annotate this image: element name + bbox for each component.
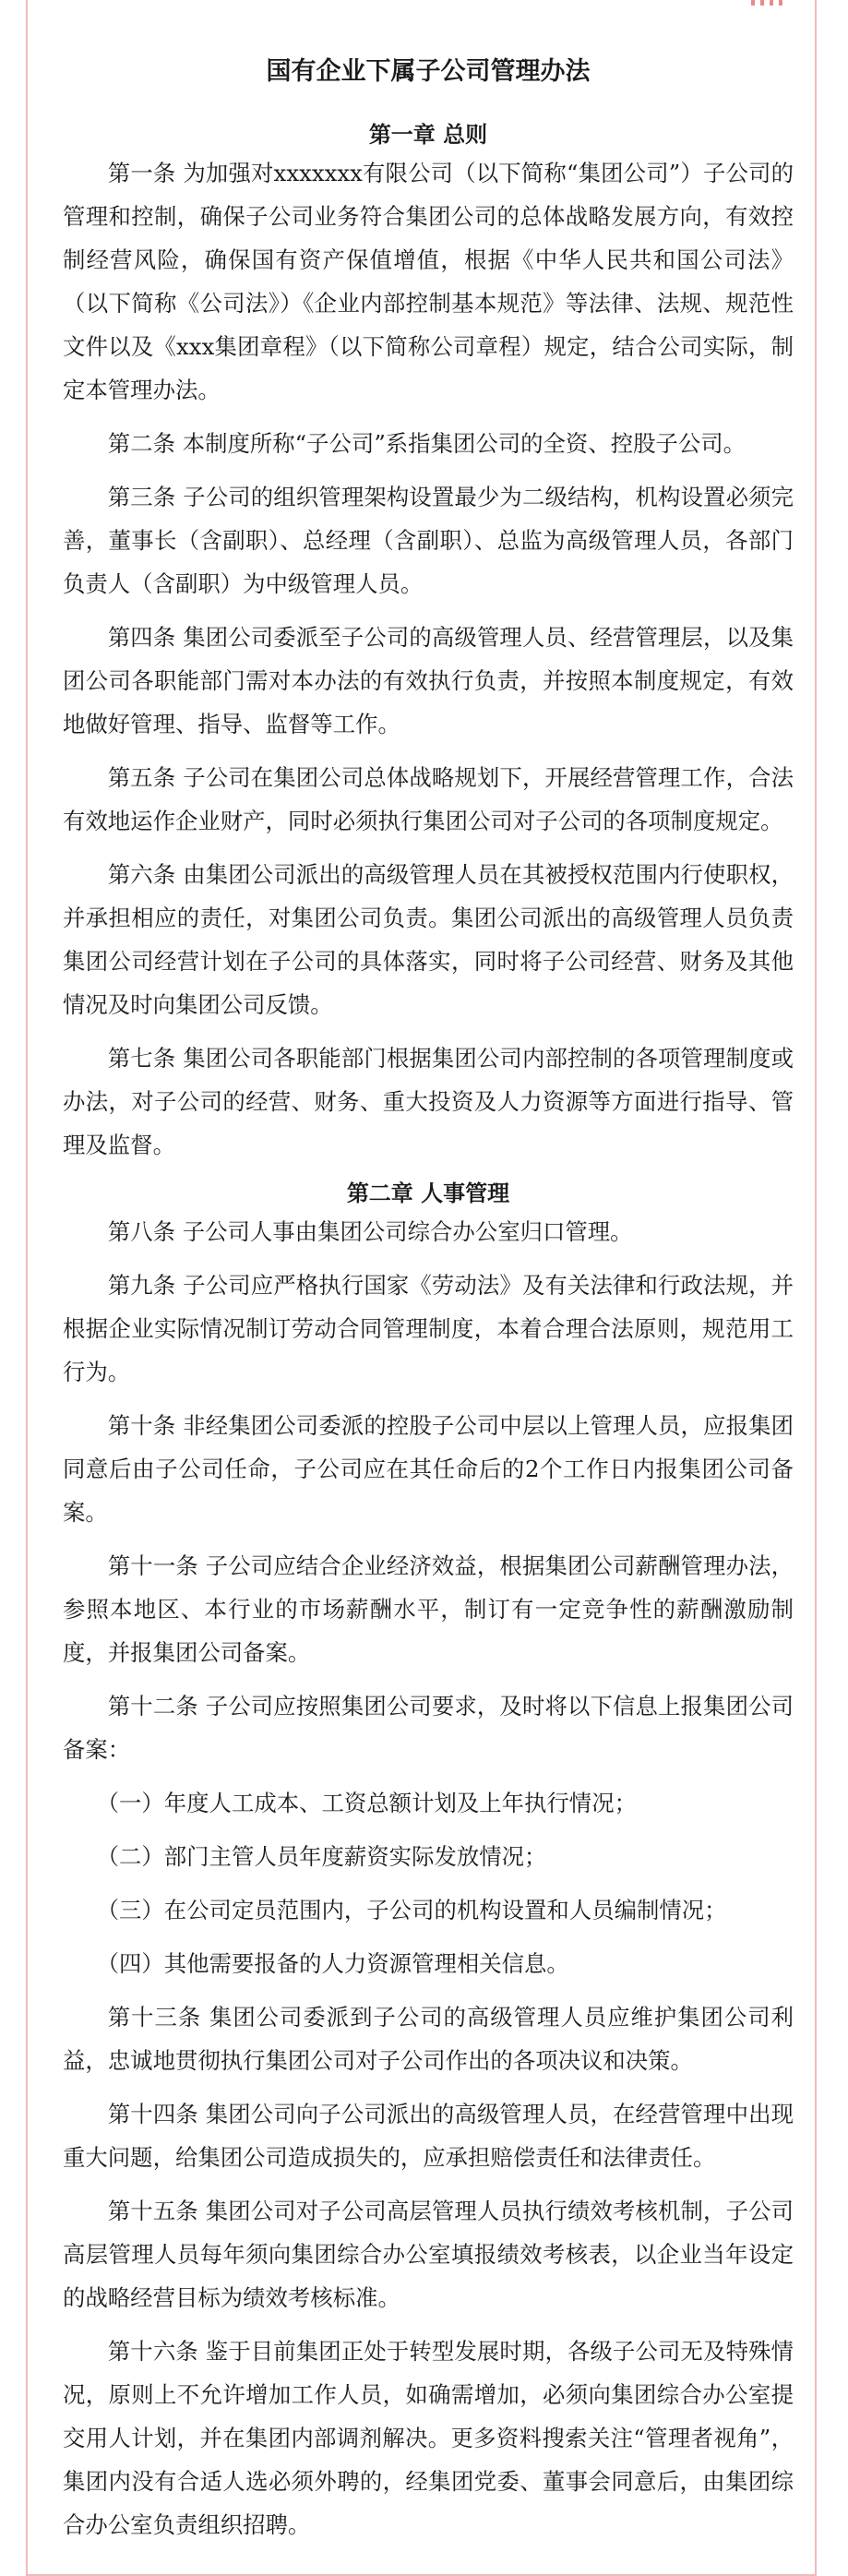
article-3: 第三条 子公司的组织管理架构设置最少为二级结构，机构设置必须完善，董事长（含副职）、总经理（含副职）、总监为高级管理人员，各部门负责人（含副职）为中级管理人员。 bbox=[63, 484, 794, 597]
article-14: 第十四条 集团公司向子公司派出的高级管理人员，在经营管理中出现重大问题，给集团公司造成损失的，应承担赔偿责任和法律责任。 bbox=[63, 2101, 794, 2171]
article-10: 第十条 非经集团公司委派的控股子公司中层以上管理人员，应报集团同意后由子公司任命，子公司应在其任命后的2个工作日内报集团公司备案。 bbox=[63, 1412, 794, 1526]
chapter-heading: 第二章 人事管理 bbox=[346, 1180, 510, 1206]
article-8: 第八条 子公司人事由集团公司综合办公室归口管理。 bbox=[107, 1218, 633, 1245]
document-title: 国有企业下属子公司管理办法 bbox=[266, 57, 591, 86]
document-body bbox=[63, 54, 794, 2557]
chapter-2 bbox=[63, 1177, 794, 2546]
list-item: （三）在公司定员范围内，子公司的机构设置和人员编制情况； bbox=[96, 1897, 727, 1923]
article-9: 第九条 子公司应严格执行国家《劳动法》及有关法律和行政法规，并根据企业实际情况制订劳动合同管理制度，本着合理合法原则，规范用工行为。 bbox=[63, 1272, 794, 1385]
article-12: 第十二条 子公司应按照集团公司要求，及时将以下信息上报集团公司备案： bbox=[63, 1693, 794, 1763]
list-item: （二）部门主管人员年度薪资实际发放情况； bbox=[96, 1843, 547, 1870]
article-7: 第七条 集团公司各职能部门根据集团公司内部控制的各项管理制度或办法，对子公司的经营、财务、重大投资及人力资源等方面进行指导、管理及监督。 bbox=[63, 1045, 794, 1158]
list-item: （一）年度人工成本、工资总额计划及上年执行情况； bbox=[96, 1790, 637, 1816]
article-4: 第四条 集团公司委派至子公司的高级管理人员、经营管理层，以及集团公司各职能部门需对本办法的有效执行负责，并按照本制度规定，有效地做好管理、指导、监督等工作。 bbox=[63, 624, 794, 737]
top-decoration bbox=[738, 0, 790, 6]
article-2: 第二条 本制度所称“子公司”系指集团公司的全资、控股子公司。 bbox=[107, 430, 746, 457]
article-13: 第十三条 集团公司委派到子公司的高级管理人员应维护集团公司利益，忠诚地贯彻执行集团公司对子公司作出的各项决议和决策。 bbox=[63, 2004, 794, 2074]
list-item: （四）其他需要报备的人力资源管理相关信息。 bbox=[96, 1950, 569, 1977]
article-1: 第一条 为加强对xxxxxxx有限公司（以下简称“集团公司”）子公司的管理和控制，确保子公司业务符合集团公司的总体战略发展方向，有效控制经营风险，确保国有资产保值增值，根据《中华人民共和国公司法》（以下简称《公司法》）《企业内部控制基本规范》等法律、法规、规范性文件以及《xxx集团章程》（以下简称公司章程）规定，结合公司实际，制定本管理办法。 bbox=[63, 160, 794, 403]
article-16: 第十六条 鉴于目前集团正处于转型发展时期，各级子公司无及特殊情况，原则上不允许增加工作人员，如确需增加，必须向集团综合办公室提交用人计划，并在集团内部调剂解决。更多资料搜索关注“管理者视角”，集团内没有合适人选必须外聘的，经集团党委、董事会同意后，由集团综合办公室负责组织招聘。 bbox=[63, 2338, 794, 2538]
article-11: 第十一条 子公司应结合企业经济效益，根据集团公司薪酬管理办法，参照本地区、本行业的市场薪酬水平，制订有一定竞争性的薪酬激励制度，并报集团公司备案。 bbox=[63, 1552, 794, 1666]
article-15: 第十五条 集团公司对子公司高层管理人员执行绩效考核机制，子公司高层管理人员每年须向集团综合办公室填报绩效考核表，以企业当年设定的战略经营目标为绩效考核标准。 bbox=[63, 2198, 794, 2311]
chapter-1 bbox=[63, 118, 794, 1167]
chapter-heading: 第一章 总则 bbox=[368, 122, 488, 148]
article-5: 第五条 子公司在集团公司总体战略规划下，开展经营管理工作，合法有效地运作企业财产，同时必须执行集团公司对子公司的各项制度规定。 bbox=[63, 764, 794, 834]
article-6: 第六条 由集团公司派出的高级管理人员在其被授权范围内行使职权，并承担相应的责任，对集团公司负责。集团公司派出的高级管理人员负责集团公司经营计划在子公司的具体落实，同时将子公司经营、财务及其他情况及时向集团公司反馈。 bbox=[63, 861, 794, 1018]
